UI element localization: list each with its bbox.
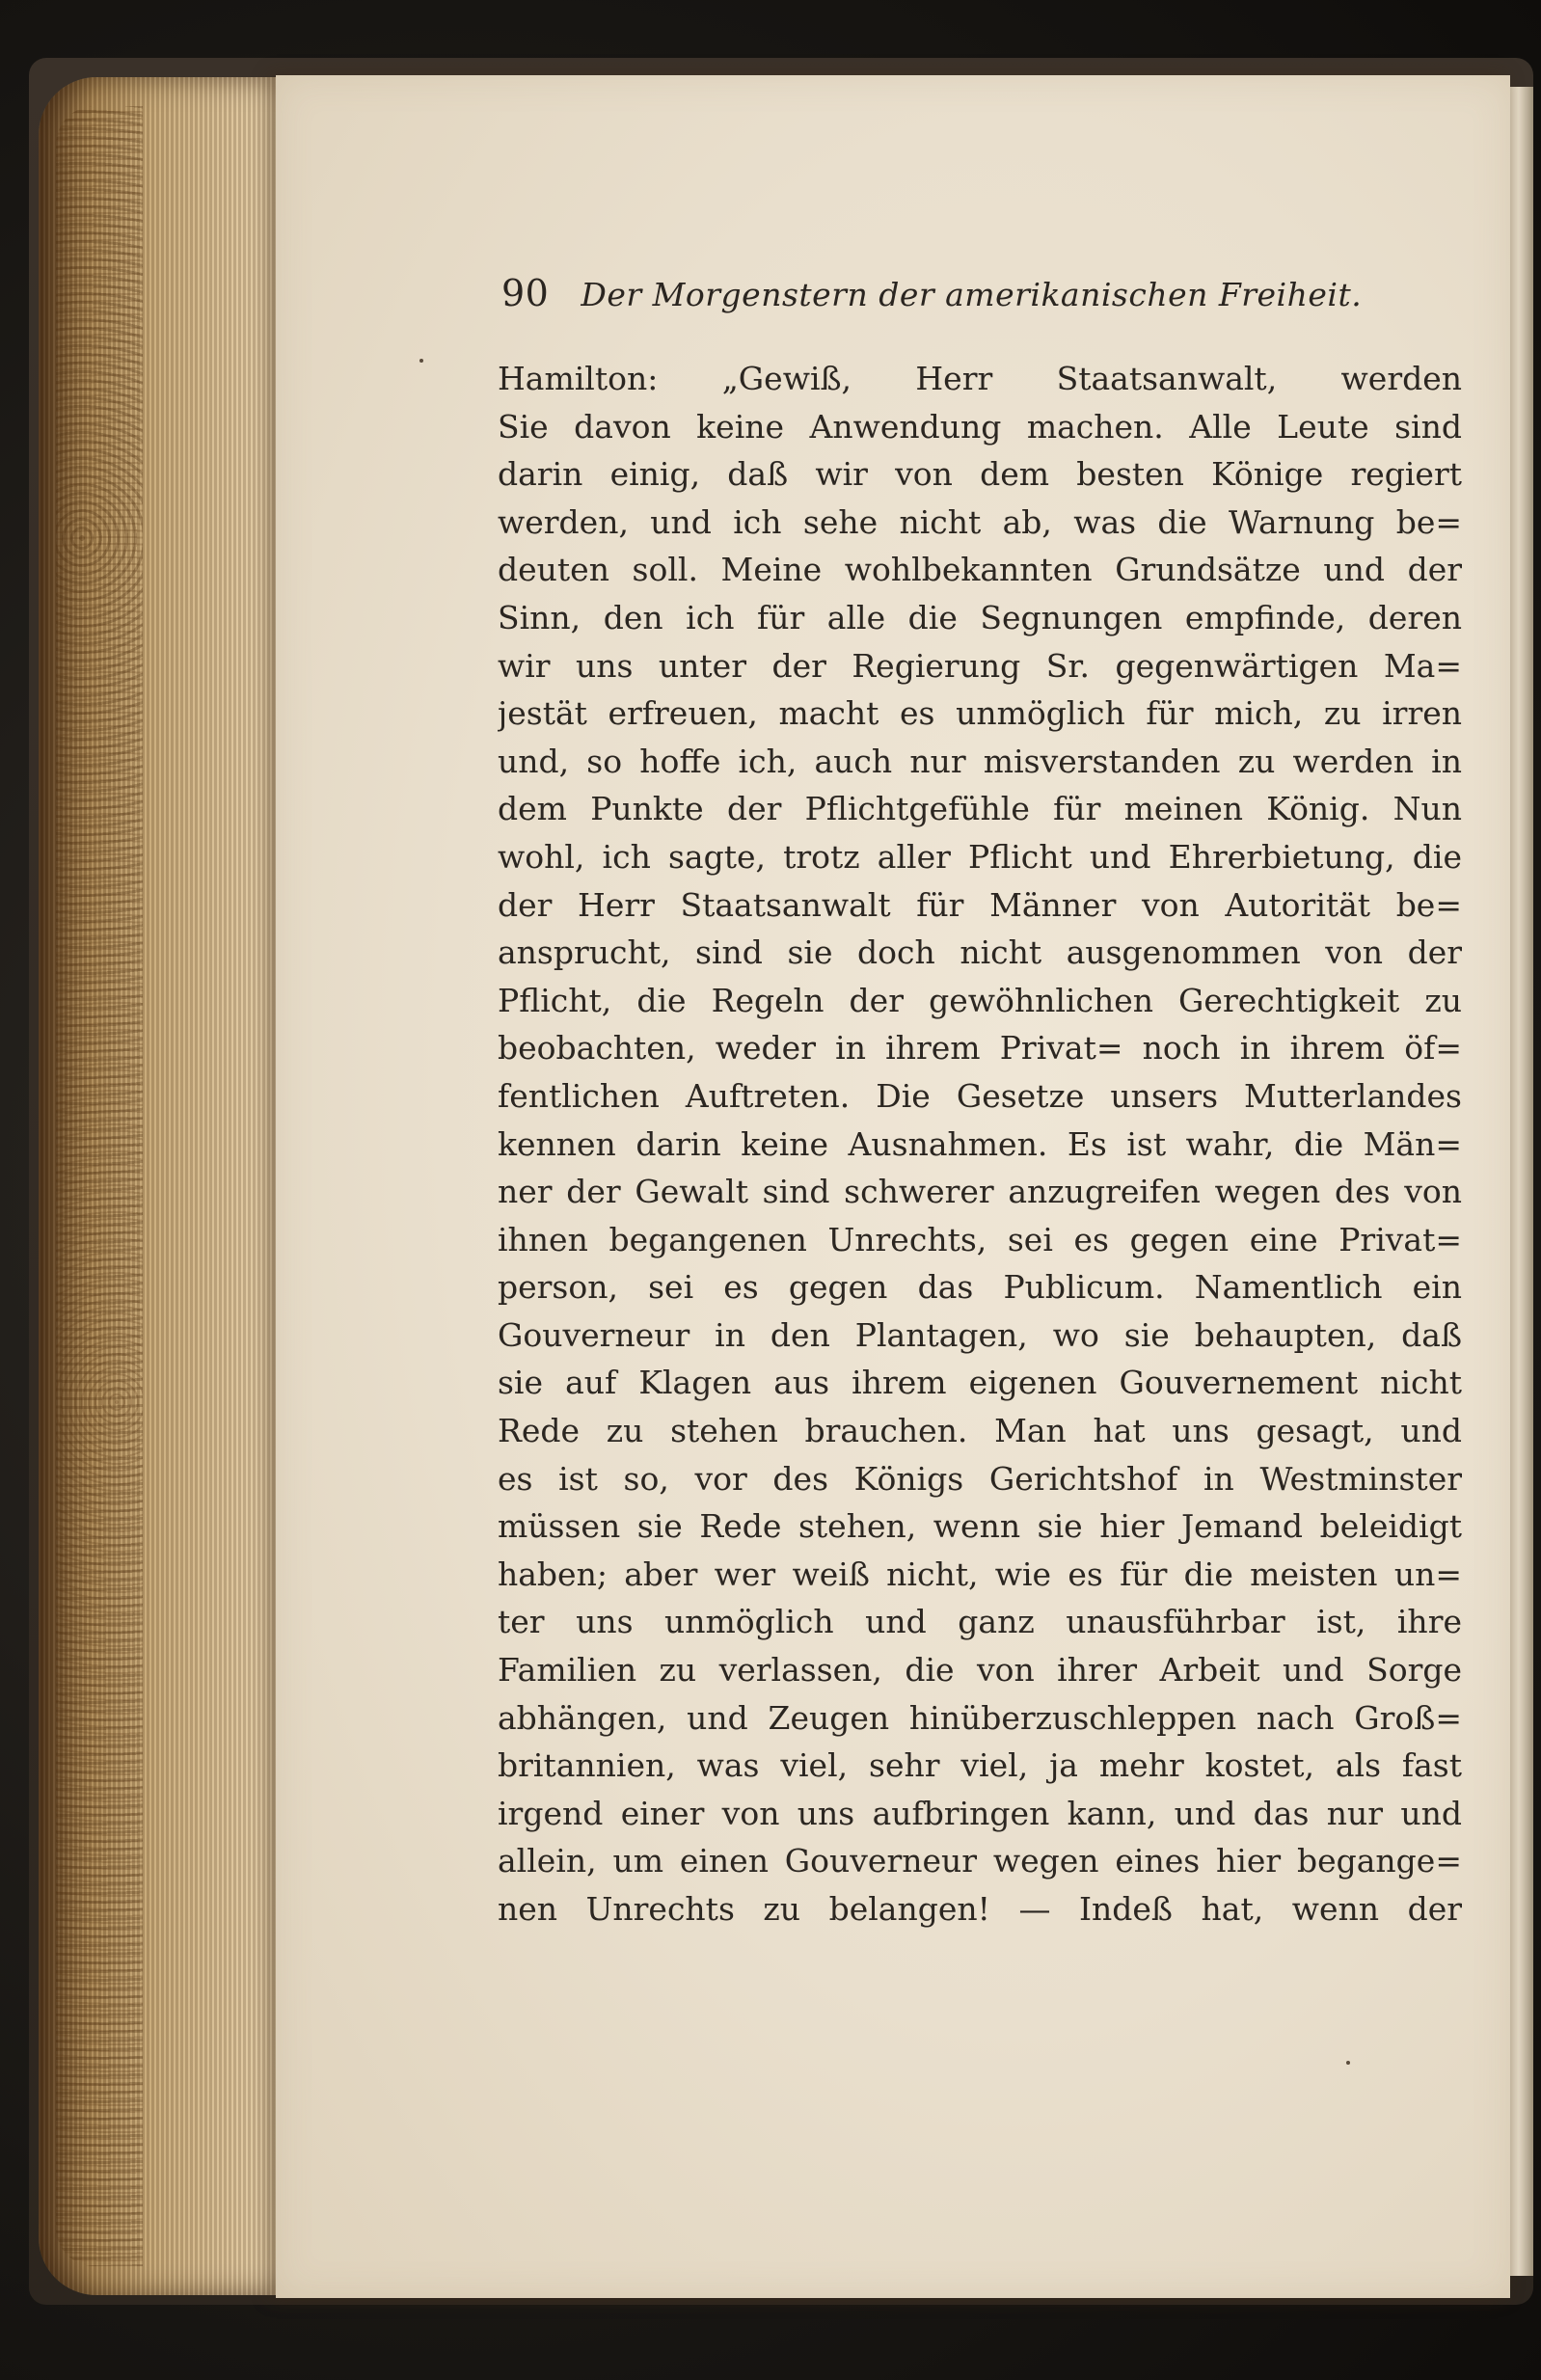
text-line: abhängen, und Zeugen hinüberzuschleppen nach Groß= <box>498 1698 1462 1737</box>
text-line: wohl, ich sagte, trotz aller Pflicht und Ehrerbietung, die <box>498 837 1462 876</box>
text-line: müssen sie Rede stehen, wenn sie hier Jemand beleidigt <box>498 1507 1462 1546</box>
text-line: der Herr Staatsanwalt für Männer von Autorität be= <box>498 885 1462 924</box>
text-line: kennen darin keine Ausnahmen. Es ist wahr, die Män= <box>498 1124 1462 1163</box>
text-line: sie auf Klagen aus ihrem eigenen Gouvernement nicht <box>498 1364 1462 1402</box>
ink-speck <box>419 359 423 363</box>
text-line: nen Unrechts zu belangen! — Indeß hat, wenn der <box>498 1890 1462 1928</box>
text-line: Familien zu verlassen, die von ihrer Arbeit und Sorge <box>498 1651 1462 1690</box>
text-line: darin einig, daß wir von dem besten Könige regiert <box>498 455 1462 494</box>
text-line: Hamilton: „Gewiß, Herr Staatsanwalt, werden <box>498 360 1462 397</box>
text-line: deuten soll. Meine wohlbekannten Grundsätze und der <box>498 551 1462 589</box>
running-head-title: Der Morgenstern der amerikanischen Freiheit. <box>581 276 1363 313</box>
text-line: beobachten, weder in ihrem Privat= noch in ihrem öf= <box>498 1029 1462 1068</box>
text-line: ihnen begangenen Unrechts, sei es gegen eine Privat= <box>498 1220 1462 1258</box>
text-line: dem Punkte der Pflichtgefühle für meinen König. Nun <box>498 790 1462 828</box>
ink-speck <box>1346 2061 1350 2065</box>
text-line: Rede zu stehen brauchen. Man hat uns gesagt, und <box>498 1412 1462 1450</box>
running-head <box>501 272 1389 314</box>
text-line: Gouverneur in den Plantagen, wo sie behaupten, daß <box>498 1315 1462 1354</box>
text-line: Sinn, den ich für alle die Segnungen empfinde, deren <box>498 598 1462 636</box>
text-line: fentlichen Auftreten. Die Gesetze unsers Mutterlandes <box>498 1076 1462 1115</box>
text-line: es ist so, vor des Königs Gerichtshof in Westminster <box>498 1459 1462 1498</box>
text-line: werden, und ich sehe nicht ab, was die Warnung be= <box>498 502 1462 541</box>
text-line: ter uns unmöglich und ganz unausführbar ist, ihre <box>498 1603 1462 1641</box>
text-line: Sie davon keine Anwendung machen. Alle Leute sind <box>498 407 1462 446</box>
text-line: haben; aber wer weiß nicht, wie es für die meisten un= <box>498 1555 1462 1593</box>
text-line: allein, um einen Gouverneur wegen eines hier begange= <box>498 1842 1462 1880</box>
text-line: und, so hoffe ich, auch nur misverstanden zu werden in <box>498 742 1462 780</box>
body-text <box>498 355 1462 1934</box>
text-line: wir uns unter der Regierung Sr. gegenwärtigen Ma= <box>498 646 1462 685</box>
text-line: ner der Gewalt sind schwerer anzugreifen wegen des von <box>498 1173 1462 1211</box>
text-line: britannien, was viel, sehr viel, ja mehr kostet, als fast <box>498 1746 1462 1785</box>
text-line: person, sei es gegen das Publicum. Namentlich ein <box>498 1268 1462 1307</box>
text-line: irgend einer von uns aufbringen kann, und das nur und <box>498 1794 1462 1832</box>
page-number: 90 <box>501 272 550 314</box>
text-line: ansprucht, sind sie doch nicht ausgenommen von der <box>498 933 1462 972</box>
text-line: Pflicht, die Regeln der gewöhnlichen Gerechtigkeit zu <box>498 981 1462 1019</box>
text-line: jestät erfreuen, macht es unmöglich für mich, zu irren <box>498 694 1462 733</box>
